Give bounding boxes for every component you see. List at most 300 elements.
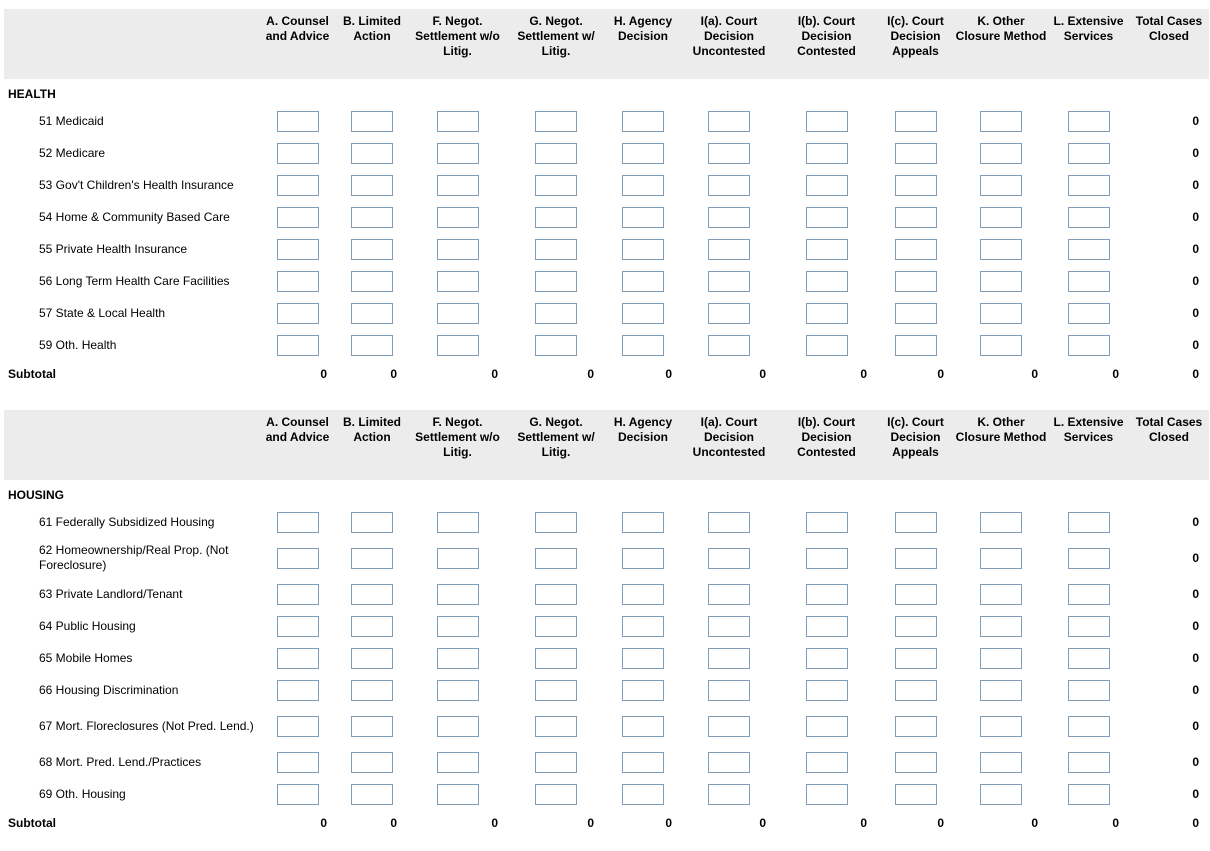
case-count-input[interactable] (806, 716, 848, 737)
input-cell (877, 706, 954, 746)
input-cell (954, 538, 1048, 578)
case-count-input[interactable] (437, 111, 479, 132)
case-count-input[interactable] (980, 143, 1022, 164)
case-count-input[interactable] (895, 784, 937, 805)
case-count-input[interactable] (1068, 680, 1110, 701)
subtotal-value: 0 (390, 816, 397, 830)
input-cell (776, 706, 877, 746)
case-count-input[interactable] (277, 512, 319, 533)
input-cell (337, 137, 407, 169)
case-count-input[interactable] (1068, 512, 1110, 533)
input-cell (776, 674, 877, 706)
input-cell (337, 233, 407, 265)
subtotal-value: 0 (390, 367, 397, 381)
input-cell (1048, 297, 1129, 329)
input-cell (407, 265, 508, 297)
input-cell (508, 105, 604, 137)
case-count-input[interactable] (535, 716, 577, 737)
input-cell (877, 674, 954, 706)
row-total: 0 (1192, 755, 1199, 769)
case-count-input[interactable] (1068, 584, 1110, 605)
case-count-input[interactable] (980, 716, 1022, 737)
header-limited-action: B. Limited Action (342, 14, 401, 43)
input-cell (508, 265, 604, 297)
case-count-input[interactable] (535, 512, 577, 533)
case-count-input[interactable] (1068, 143, 1110, 164)
header-court-decision-uncontested: I(a). Court Decision Uncontested (692, 415, 766, 459)
case-count-input[interactable] (535, 680, 577, 701)
input-cell (407, 746, 508, 778)
subtotal-value: 0 (665, 816, 672, 830)
case-count-input[interactable] (351, 512, 393, 533)
table-row (4, 233, 1209, 265)
case-count-input[interactable] (708, 143, 750, 164)
case-count-input[interactable] (708, 111, 750, 132)
input-cell (877, 506, 954, 538)
header-extensive-services: L. Extensive Services (1053, 415, 1124, 444)
case-count-input[interactable] (1068, 111, 1110, 132)
case-count-input[interactable] (895, 548, 937, 569)
subtotal-total: 0 (1192, 816, 1199, 830)
input-cell (682, 674, 776, 706)
input-cell (954, 233, 1048, 265)
case-count-input[interactable] (535, 335, 577, 356)
case-count-input[interactable] (277, 680, 319, 701)
input-cell (337, 746, 407, 778)
case-count-input[interactable] (351, 752, 393, 773)
case-count-input[interactable] (351, 784, 393, 805)
case-count-input[interactable] (351, 143, 393, 164)
case-count-input[interactable] (708, 716, 750, 737)
case-count-input[interactable] (1068, 648, 1110, 669)
case-count-input[interactable] (980, 752, 1022, 773)
case-count-input[interactable] (277, 175, 319, 196)
case-count-input[interactable] (895, 752, 937, 773)
case-count-input[interactable] (980, 584, 1022, 605)
case-count-input[interactable] (351, 680, 393, 701)
input-cell (877, 642, 954, 674)
case-count-input[interactable] (708, 207, 750, 228)
case-count-input[interactable] (1068, 716, 1110, 737)
input-cell (954, 706, 1048, 746)
case-count-input[interactable] (895, 616, 937, 637)
row-total: 0 (1192, 651, 1199, 665)
input-cell (776, 610, 877, 642)
header-court-decision-appeals: I(c). Court Decision Appeals (887, 415, 944, 459)
input-cell (1048, 137, 1129, 169)
case-count-input[interactable] (806, 239, 848, 260)
case-count-input[interactable] (277, 271, 319, 292)
input-cell (258, 233, 337, 265)
header-negot-settlement-with-litig: G. Negot. Settlement w/ Litig. (517, 14, 595, 58)
case-count-input[interactable] (437, 143, 479, 164)
case-count-input[interactable] (351, 716, 393, 737)
table-row (4, 610, 1209, 642)
case-count-input[interactable] (895, 271, 937, 292)
case-count-input[interactable] (351, 616, 393, 637)
case-count-input[interactable] (437, 303, 479, 324)
input-cell (954, 201, 1048, 233)
case-count-input[interactable] (351, 207, 393, 228)
case-count-input[interactable] (708, 752, 750, 773)
case-count-input[interactable] (535, 784, 577, 805)
case-count-input[interactable] (535, 143, 577, 164)
case-count-input[interactable] (437, 716, 479, 737)
input-cell (877, 265, 954, 297)
case-count-input[interactable] (806, 648, 848, 669)
case-count-input[interactable] (351, 548, 393, 569)
case-count-input[interactable] (622, 784, 664, 805)
case-count-input[interactable] (622, 239, 664, 260)
case-count-input[interactable] (806, 548, 848, 569)
case-count-input[interactable] (895, 584, 937, 605)
section-title-row (4, 480, 1209, 506)
case-count-input[interactable] (351, 584, 393, 605)
case-count-input[interactable] (622, 616, 664, 637)
input-cell (604, 778, 682, 810)
section-title: HOUSING (8, 487, 65, 502)
case-count-input[interactable] (277, 548, 319, 569)
row-label: 67 Mort. Floreclosures (Not Pred. Lend.) (39, 718, 254, 733)
case-count-input[interactable] (437, 752, 479, 773)
input-cell (337, 329, 407, 361)
input-cell (954, 105, 1048, 137)
header-negot-settlement-without-litig: F. Negot. Settlement w/o Litig. (415, 415, 500, 459)
case-count-input[interactable] (1068, 335, 1110, 356)
subtotal-row (4, 361, 1209, 387)
row-total: 0 (1192, 114, 1199, 128)
header-counsel-advice: A. Counsel and Advice (265, 14, 330, 43)
case-count-input[interactable] (980, 303, 1022, 324)
case-count-input[interactable] (806, 111, 848, 132)
case-count-input[interactable] (277, 335, 319, 356)
case-count-input[interactable] (622, 548, 664, 569)
case-count-input[interactable] (708, 680, 750, 701)
header-court-decision-uncontested: I(a). Court Decision Uncontested (692, 14, 766, 58)
input-cell (337, 297, 407, 329)
case-count-input[interactable] (980, 111, 1022, 132)
header-extensive-services: L. Extensive Services (1053, 14, 1124, 43)
input-cell (258, 578, 337, 610)
case-count-input[interactable] (806, 752, 848, 773)
case-count-input[interactable] (895, 207, 937, 228)
header-total-cases-closed: Total Cases Closed (1135, 14, 1203, 43)
case-count-input[interactable] (622, 335, 664, 356)
row-total: 0 (1192, 551, 1199, 565)
input-cell (337, 674, 407, 706)
case-count-input[interactable] (351, 239, 393, 260)
case-count-input[interactable] (980, 680, 1022, 701)
input-cell (776, 642, 877, 674)
case-count-input[interactable] (437, 616, 479, 637)
input-cell (776, 746, 877, 778)
case-count-input[interactable] (1068, 616, 1110, 637)
case-count-input[interactable] (622, 111, 664, 132)
input-cell (407, 578, 508, 610)
case-count-input[interactable] (806, 303, 848, 324)
case-count-input[interactable] (535, 207, 577, 228)
case-count-input[interactable] (622, 207, 664, 228)
case-count-input[interactable] (622, 175, 664, 196)
row-label: 55 Private Health Insurance (39, 241, 188, 256)
case-count-input[interactable] (535, 271, 577, 292)
case-count-input[interactable] (622, 648, 664, 669)
row-total: 0 (1192, 515, 1199, 529)
row-total: 0 (1192, 619, 1199, 633)
case-count-input[interactable] (895, 716, 937, 737)
subtotal-value: 0 (1112, 816, 1119, 830)
input-cell (407, 706, 508, 746)
table-row (4, 137, 1209, 169)
input-cell (407, 778, 508, 810)
case-count-input[interactable] (708, 648, 750, 669)
input-cell (258, 506, 337, 538)
input-cell (407, 137, 508, 169)
case-count-input[interactable] (806, 175, 848, 196)
row-total: 0 (1192, 146, 1199, 160)
subtotal-value: 0 (320, 367, 327, 381)
case-count-input[interactable] (437, 175, 479, 196)
case-count-input[interactable] (437, 584, 479, 605)
row-total: 0 (1192, 274, 1199, 288)
case-count-input[interactable] (980, 271, 1022, 292)
case-count-input[interactable] (708, 784, 750, 805)
case-count-input[interactable] (535, 111, 577, 132)
input-cell (1048, 506, 1129, 538)
case-count-input[interactable] (806, 680, 848, 701)
row-label: 63 Private Landlord/Tenant (39, 586, 183, 601)
row-label: 53 Gov't Children's Health Insurance (39, 177, 234, 192)
case-count-input[interactable] (708, 239, 750, 260)
row-label: 69 Oth. Housing (39, 786, 126, 801)
input-cell (407, 642, 508, 674)
case-count-input[interactable] (277, 239, 319, 260)
table-row (4, 201, 1209, 233)
header-blank (4, 410, 258, 480)
header-other-closure-method: K. Other Closure Method (955, 14, 1047, 43)
case-count-input[interactable] (535, 648, 577, 669)
case-count-input[interactable] (1068, 784, 1110, 805)
input-cell (776, 297, 877, 329)
case-count-input[interactable] (895, 175, 937, 196)
input-cell (954, 137, 1048, 169)
input-cell (682, 201, 776, 233)
case-count-input[interactable] (1068, 239, 1110, 260)
subtotal-row (4, 810, 1209, 836)
case-count-input[interactable] (980, 239, 1022, 260)
input-cell (682, 329, 776, 361)
header-counsel-advice: A. Counsel and Advice (265, 415, 330, 444)
case-count-input[interactable] (980, 335, 1022, 356)
case-count-input[interactable] (806, 271, 848, 292)
case-count-input[interactable] (437, 680, 479, 701)
input-cell (337, 169, 407, 201)
case-count-input[interactable] (437, 648, 479, 669)
case-count-input[interactable] (622, 512, 664, 533)
case-count-input[interactable] (1068, 175, 1110, 196)
header-negot-settlement-without-litig: F. Negot. Settlement w/o Litig. (415, 14, 500, 58)
subtotal-value: 0 (587, 816, 594, 830)
case-count-input[interactable] (980, 207, 1022, 228)
case-count-input[interactable] (708, 616, 750, 637)
case-count-input[interactable] (277, 143, 319, 164)
input-cell (258, 137, 337, 169)
case-count-input[interactable] (277, 303, 319, 324)
case-count-input[interactable] (806, 207, 848, 228)
subtotal-value: 0 (491, 367, 498, 381)
case-count-input[interactable] (277, 752, 319, 773)
input-cell (877, 778, 954, 810)
case-count-input[interactable] (622, 752, 664, 773)
case-count-input[interactable] (708, 271, 750, 292)
case-count-input[interactable] (806, 143, 848, 164)
input-cell (877, 137, 954, 169)
case-count-input[interactable] (277, 648, 319, 669)
header-court-decision-appeals: I(c). Court Decision Appeals (887, 14, 944, 58)
case-count-input[interactable] (277, 784, 319, 805)
case-count-input[interactable] (622, 271, 664, 292)
input-cell (258, 642, 337, 674)
case-count-input[interactable] (437, 335, 479, 356)
case-count-input[interactable] (277, 584, 319, 605)
row-label: 56 Long Term Health Care Facilities (39, 273, 230, 288)
case-count-input[interactable] (806, 616, 848, 637)
case-count-input[interactable] (895, 680, 937, 701)
case-count-input[interactable] (437, 239, 479, 260)
case-count-input[interactable] (622, 716, 664, 737)
case-count-input[interactable] (351, 648, 393, 669)
input-cell (604, 674, 682, 706)
case-count-input[interactable] (980, 175, 1022, 196)
case-count-input[interactable] (806, 512, 848, 533)
case-count-input[interactable] (535, 616, 577, 637)
case-count-input[interactable] (708, 335, 750, 356)
case-count-input[interactable] (708, 175, 750, 196)
case-count-input[interactable] (351, 271, 393, 292)
case-count-input[interactable] (1068, 207, 1110, 228)
case-count-input[interactable] (437, 207, 479, 228)
case-count-input[interactable] (1068, 271, 1110, 292)
case-count-input[interactable] (980, 616, 1022, 637)
subtotal-total: 0 (1192, 367, 1199, 381)
input-cell (877, 233, 954, 265)
input-cell (1048, 538, 1129, 578)
case-count-input[interactable] (277, 616, 319, 637)
input-cell (1048, 746, 1129, 778)
case-count-input[interactable] (1068, 548, 1110, 569)
subtotal-value: 0 (860, 816, 867, 830)
subtotal-value: 0 (759, 367, 766, 381)
case-count-input[interactable] (437, 784, 479, 805)
input-cell (682, 233, 776, 265)
housing-table (4, 410, 1209, 836)
case-count-input[interactable] (895, 143, 937, 164)
case-count-input[interactable] (980, 784, 1022, 805)
case-count-input[interactable] (806, 584, 848, 605)
case-count-input[interactable] (535, 752, 577, 773)
case-count-input[interactable] (980, 548, 1022, 569)
input-cell (877, 169, 954, 201)
case-count-input[interactable] (622, 303, 664, 324)
table-row (4, 578, 1209, 610)
input-cell (682, 706, 776, 746)
input-cell (604, 105, 682, 137)
input-cell (954, 674, 1048, 706)
case-count-input[interactable] (351, 303, 393, 324)
case-count-input[interactable] (622, 143, 664, 164)
input-cell (954, 642, 1048, 674)
subtotal-value: 0 (587, 367, 594, 381)
input-cell (1048, 201, 1129, 233)
input-cell (258, 706, 337, 746)
table-row (4, 265, 1209, 297)
row-label: 54 Home & Community Based Care (39, 209, 230, 224)
case-count-input[interactable] (806, 335, 848, 356)
case-count-input[interactable] (277, 111, 319, 132)
input-cell (508, 506, 604, 538)
input-cell (877, 746, 954, 778)
case-count-input[interactable] (806, 784, 848, 805)
case-count-input[interactable] (708, 512, 750, 533)
input-cell (407, 169, 508, 201)
case-count-input[interactable] (980, 512, 1022, 533)
case-count-input[interactable] (351, 111, 393, 132)
case-count-input[interactable] (622, 680, 664, 701)
case-count-input[interactable] (980, 648, 1022, 669)
input-cell (258, 105, 337, 137)
case-count-input[interactable] (708, 584, 750, 605)
case-count-input[interactable] (895, 303, 937, 324)
case-count-input[interactable] (437, 548, 479, 569)
case-count-input[interactable] (535, 239, 577, 260)
input-cell (954, 265, 1048, 297)
case-count-input[interactable] (622, 584, 664, 605)
case-count-input[interactable] (535, 175, 577, 196)
case-count-input[interactable] (895, 648, 937, 669)
input-cell (682, 746, 776, 778)
input-cell (776, 506, 877, 538)
case-count-input[interactable] (895, 111, 937, 132)
case-count-input[interactable] (277, 716, 319, 737)
input-cell (508, 201, 604, 233)
case-count-input[interactable] (895, 512, 937, 533)
case-count-input[interactable] (1068, 752, 1110, 773)
case-count-input[interactable] (351, 175, 393, 196)
input-cell (604, 329, 682, 361)
case-count-input[interactable] (535, 584, 577, 605)
case-count-input[interactable] (708, 548, 750, 569)
input-cell (1048, 105, 1129, 137)
input-cell (954, 506, 1048, 538)
case-count-input[interactable] (351, 335, 393, 356)
case-count-input[interactable] (1068, 303, 1110, 324)
input-cell (682, 105, 776, 137)
case-count-input[interactable] (708, 303, 750, 324)
input-cell (258, 746, 337, 778)
table-row (4, 169, 1209, 201)
case-count-input[interactable] (437, 512, 479, 533)
case-count-input[interactable] (437, 271, 479, 292)
case-count-input[interactable] (895, 239, 937, 260)
input-cell (1048, 329, 1129, 361)
case-count-input[interactable] (895, 335, 937, 356)
input-cell (877, 610, 954, 642)
case-count-input[interactable] (277, 207, 319, 228)
input-cell (682, 169, 776, 201)
case-count-input[interactable] (535, 548, 577, 569)
case-count-input[interactable] (535, 303, 577, 324)
row-label: 65 Mobile Homes (39, 650, 133, 665)
